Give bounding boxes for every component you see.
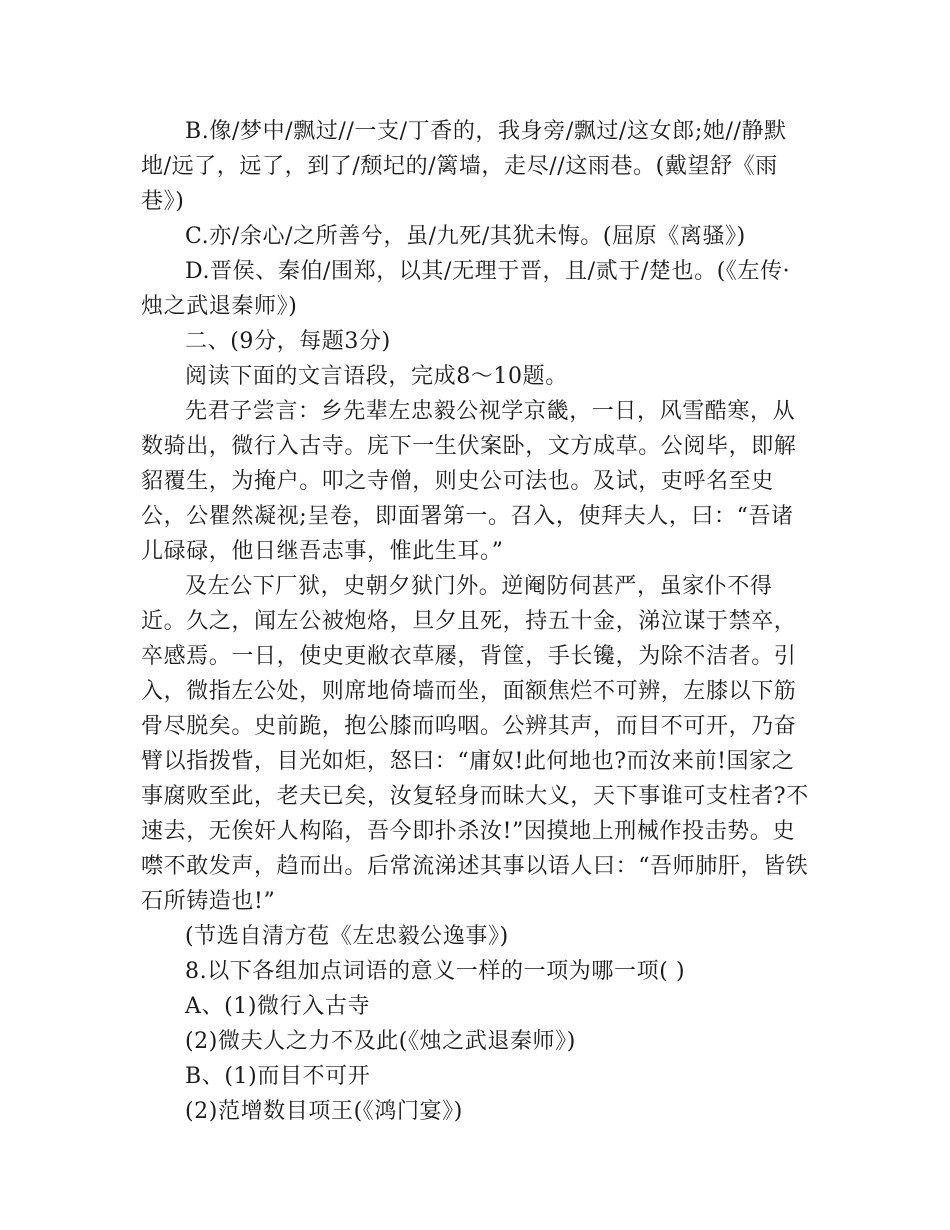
section-instruction: 阅读下面的文言语段，完成8～10题。: [185, 364, 568, 389]
question-8-option-a-1: A、(1)微行入古寺: [185, 994, 371, 1019]
passage-source: (节选自清方苞《左忠毅公逸事》): [185, 924, 509, 949]
option-b: B.像/梦中/飘过//一支/丁香的，我身旁/飘过/这女郎;她//静默地/远了，远了，到了/颓圮的/篱墙，走尽//这雨巷。(戴望舒《雨巷》): [141, 119, 787, 214]
question-8-option-b-2: (2)范增数目项王(《鸿门宴》): [185, 1099, 463, 1124]
option-d: D.晋侯、秦伯/围郑，以其/无理于晋，且/贰于/楚也。(《左传·烛之武退秦师》): [141, 259, 791, 319]
option-c: C.亦/余心/之所善兮，虽/九死/其犹未悔。(屈原《离骚》): [185, 224, 746, 249]
passage-paragraph-1: 先君子尝言：乡先辈左忠毅公视学京畿，一日，风雪酷寒，从数骑出，微行入古寺。庑下一生伏案卧，文方成草。公阅毕，即解貂覆生，为掩户。叩之寺僧，则史公可法也。及试，吏呼名至史公，公瞿然凝视;呈卷，即面署第一。召入，使拜夫人，曰：“吾诸儿碌碌，他日继吾志事，惟此生耳。”: [141, 399, 797, 564]
question-8-option-b-1: B、(1)而目不可开: [185, 1064, 371, 1089]
passage-paragraph-2: 及左公下厂狱，史朝夕狱门外。逆阉防伺甚严，虽家仆不得近。久之，闻左公被炮烙，旦夕且死，持五十金，涕泣谋于禁卒，卒感焉。一日，使史更敝衣草屦，背筐，手长镵，为除不洁者。引入，微指左公处，则席地倚墙而坐，面额焦烂不可辨，左膝以下筋骨尽脱矣。史前跪，抱公膝而呜咽。公辨其声，而目不可开，乃奋臂以指拨眥，目光如炬，怒曰：“庸奴!此何地也?而汝来前!国家之事腐败至此，老夫已矣，汝复轻身而昧大义，天下事谁可支柱者?不速去，无俟奸人构陷，吾今即扑杀汝!”因摸地上刑械作投击势。史噤不敢发声，趋而出。后常流涕述其事以语人曰：“吾师肺肝，皆铁石所铸造也!”: [141, 574, 809, 914]
section-heading: 二、(9分，每题3分): [185, 329, 391, 354]
question-8-stem: 8.以下各组加点词语的意义一样的一项为哪一项( ): [185, 959, 686, 984]
question-8-option-a-2: (2)微夫人之力不及此(《烛之武退秦师》): [185, 1029, 576, 1054]
document-body: [141, 114, 811, 1129]
